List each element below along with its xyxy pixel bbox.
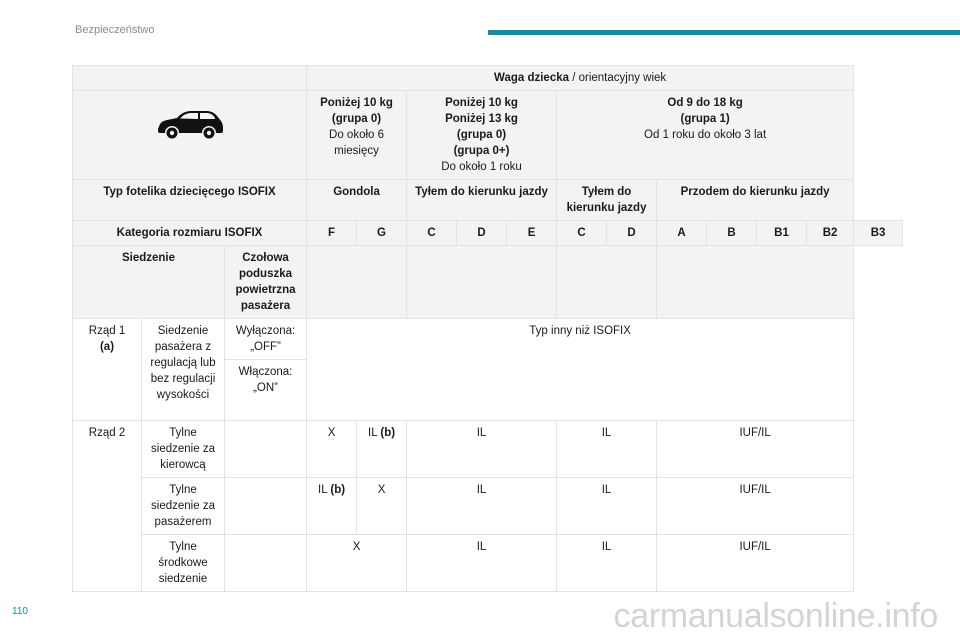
size-cell: B3 (854, 221, 903, 246)
seat-header: Siedzenie (73, 246, 225, 319)
empty-cell (225, 421, 307, 478)
type-cell: Tyłem do kierunku jazdy (407, 180, 557, 221)
airbag-on: Włączona: „ON” (225, 360, 307, 421)
value-g: IL (b) (357, 421, 407, 478)
size-category-row (73, 221, 903, 246)
car-icon-cell (73, 91, 307, 180)
value-fg: X (307, 535, 407, 592)
value-rear-facing: IL (407, 421, 557, 478)
row2-seat-name: Tylne środkowe siedzenie (142, 535, 225, 592)
value-rear-facing-2: IL (557, 478, 657, 535)
seat-header-row (73, 246, 903, 319)
value-forward: IUF/IL (657, 535, 854, 592)
weight-title-row (73, 66, 903, 91)
page-number: 110 (12, 606, 28, 617)
value-g: X (357, 478, 407, 535)
value-f: IL (b) (307, 478, 357, 535)
empty-cell (73, 66, 307, 91)
row1-label: Rząd 1 (a) (73, 319, 142, 421)
empty-cell (657, 246, 854, 319)
value-rear-facing-2: IL (557, 421, 657, 478)
weight-groups-row (73, 91, 903, 180)
car-suv-icon (155, 107, 225, 146)
airbag-header: Czołowa poduszka powietrzna pasażera (225, 246, 307, 319)
value-rear-facing: IL (407, 478, 557, 535)
size-cell: C (407, 221, 457, 246)
size-cell: B (707, 221, 757, 246)
row1-off (73, 319, 903, 360)
group-0-cell: Poniżej 10 kg (grupa 0) Do około 6 miesięcy (307, 91, 407, 180)
value-forward: IUF/IL (657, 478, 854, 535)
header-accent-bar (488, 30, 960, 35)
size-cell: B1 (757, 221, 807, 246)
empty-cell (407, 246, 557, 319)
isofix-type-label: Typ fotelika dziecięcego ISOFIX (73, 180, 307, 221)
empty-cell (557, 246, 657, 319)
value-rear-facing: IL (407, 535, 557, 592)
row2-seat-middle (73, 535, 903, 592)
size-cell: E (507, 221, 557, 246)
type-cell: Przodem do kierunku jazdy (657, 180, 854, 221)
type-cell: Gondola (307, 180, 407, 221)
row2-seat-passenger (73, 478, 903, 535)
row1-value: Typ inny niż ISOFIX (307, 319, 854, 421)
size-category-label: Kategoria rozmiaru ISOFIX (73, 221, 307, 246)
watermark: carmanualsonline.info (613, 597, 938, 635)
size-cell: F (307, 221, 357, 246)
value-f: X (307, 421, 357, 478)
airbag-off: Wyłączona: „OFF” (225, 319, 307, 360)
row2-seat-name: Tylne siedzenie za kierowcą (142, 421, 225, 478)
size-cell: G (357, 221, 407, 246)
value-rear-facing-2: IL (557, 535, 657, 592)
weight-title: Waga dziecka / orientacyjny wiek (307, 66, 854, 91)
type-cell: Tyłem do kierunku jazdy (557, 180, 657, 221)
size-cell: C (557, 221, 607, 246)
row2-seat-driver (73, 421, 903, 478)
empty-cell (225, 478, 307, 535)
row2-label: Rząd 2 (73, 421, 142, 592)
isofix-type-row (73, 180, 903, 221)
isofix-table (72, 65, 903, 592)
value-forward: IUF/IL (657, 421, 854, 478)
size-cell: B2 (807, 221, 854, 246)
group-1-cell: Od 9 do 18 kg (grupa 1) Od 1 roku do około 3 lat (557, 91, 854, 180)
group-0plus-cell: Poniżej 10 kg Poniżej 13 kg (grupa 0) (grupa 0+) Do około 1 roku (407, 91, 557, 180)
row1-seat: Siedzenie pasażera z regulacją lub bez regulacji wysokości (142, 319, 225, 421)
row2-seat-name: Tylne siedzenie za pasażerem (142, 478, 225, 535)
size-cell: A (657, 221, 707, 246)
size-cell: D (607, 221, 657, 246)
section-title: Bezpieczeństwo (75, 24, 155, 36)
empty-cell (307, 246, 407, 319)
size-cell: D (457, 221, 507, 246)
empty-cell (225, 535, 307, 592)
